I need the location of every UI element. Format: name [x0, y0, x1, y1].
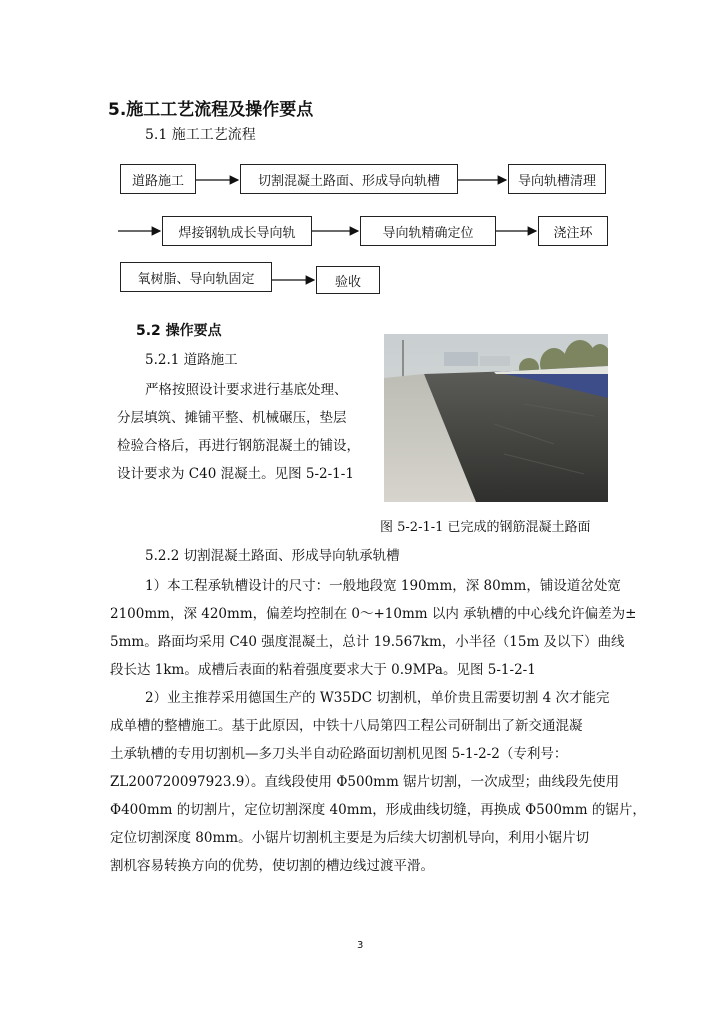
flow-box-road-construction: 道路施工 — [120, 164, 196, 194]
paragraph-line: 1）本工程承轨槽设计的尺寸：一般地段宽 190mm，深 80mm，铺设道岔处宽 — [145, 578, 621, 594]
figure-caption: 图 5-2-1-1 已完成的钢筋混凝土路面 — [380, 520, 591, 535]
subsection-title-flow: 5.1 施工工艺流程 — [145, 127, 256, 143]
paragraph-line: 分层填筑、摊铺平整、机械碾压，垫层 — [117, 410, 347, 426]
flow-box-pour-epoxy: 浇注环 — [538, 216, 608, 246]
paragraph-line: 割机容易转换方向的优势，使切割的槽边线过渡平滑。 — [110, 858, 434, 874]
flow-box-cut-concrete: 切割混凝土路面、形成导向轨槽 — [240, 164, 458, 194]
subsection-heading-5-2-2: 5.2.2 切割混凝土路面、形成导向轨承轨槽 — [145, 548, 400, 564]
paragraph-line: 5mm。路面均采用 C40 强度混凝土，总计 19.567km，小半径（15m 及以下）曲线 — [110, 634, 625, 650]
paragraph-line: 2100mm，深 420mm，偏差均控制在 0～+10mm 以内 承轨槽的中心线允许偏差为± — [110, 606, 637, 622]
section-title: 5.施工工艺流程及操作要点 — [108, 100, 314, 120]
paragraph-line: Φ400mm 的切割片，定位切割深度 40mm，形成曲线切缝，再换成 Φ500mm 的锯片， — [110, 802, 646, 818]
paragraph-line: 土承轨槽的专用切割机—多刀头半自动砼路面切割机见图 5-1-2-2（专利号： — [110, 746, 568, 762]
page-number: 3 — [357, 940, 364, 951]
paragraph-line: 检验合格后，再进行钢筋混凝土的铺设， — [117, 438, 360, 454]
paragraph-line: ZL200720097923.9）。直线段使用 Φ500mm 锯片切割，一次成型；曲线段先使用 — [110, 774, 620, 790]
paragraph-line: 成单槽的整槽施工。基于此原因，中铁十八局第四工程公司研制出了新交通混凝 — [110, 718, 583, 734]
subsection-title-key-points: 5.2 操作要点 — [136, 323, 222, 339]
flow-box-epoxy-fix: 氧树脂、导向轨固定 — [120, 262, 272, 292]
photo-finished-concrete-road — [384, 334, 608, 502]
paragraph-line: 定位切割深度 80mm。小锯片切割机主要是为后续大切割机导向，利用小锯片切 — [110, 830, 590, 846]
subsection-heading-5-2-1: 5.2.1 道路施工 — [145, 352, 238, 368]
paragraph-line: 设计要求为 C40 混凝土。见图 5-2-1-1 — [117, 466, 354, 482]
paragraph-line: 段长达 1km。成槽后表面的粘着强度要求大于 0.9MPa。见图 5-1-2-1 — [110, 662, 536, 678]
paragraph-line: 严格按照设计要求进行基底处理、 — [145, 382, 348, 398]
flow-box-weld-rail: 焊接钢轨成长导向轨 — [162, 216, 312, 246]
flow-box-groove-cleaning: 导向轨槽清理 — [508, 164, 606, 194]
paragraph-line: 2）业主推荐采用德国生产的 W35DC 切割机，单价贵且需要切割 4 次才能完 — [145, 690, 610, 706]
flow-box-rail-positioning: 导向轨精确定位 — [360, 216, 496, 246]
flow-box-acceptance: 验收 — [316, 266, 380, 294]
